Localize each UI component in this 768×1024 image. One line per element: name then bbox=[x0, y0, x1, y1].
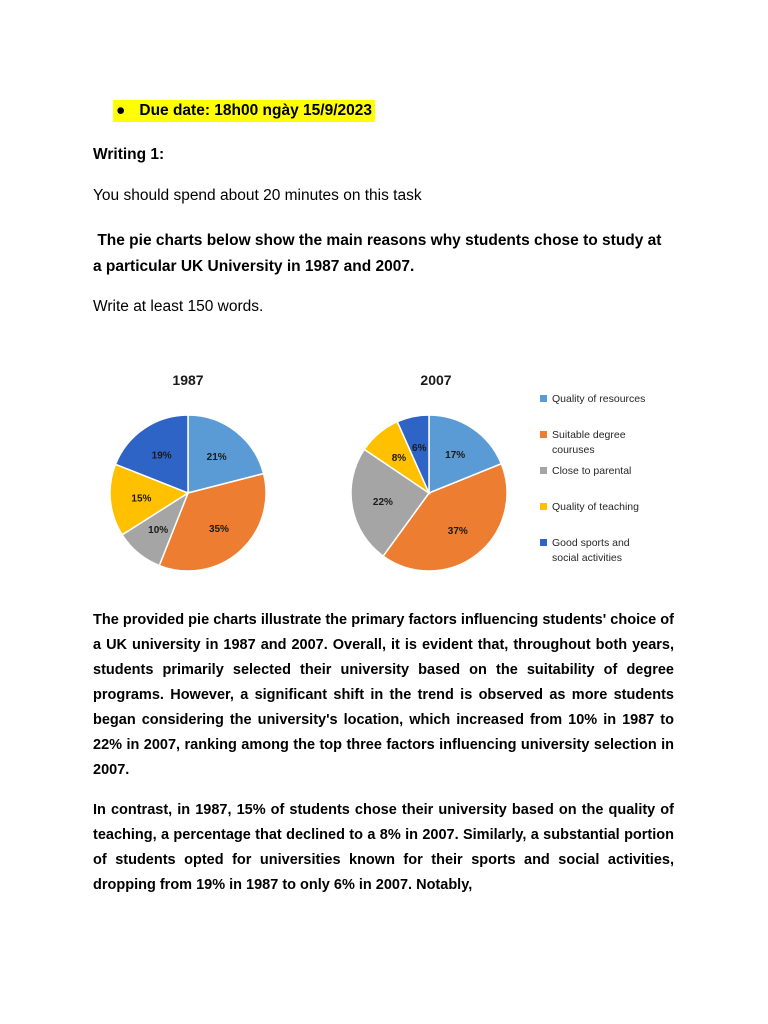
pie-label-1987-1: 35% bbox=[208, 524, 229, 536]
pie-2007 bbox=[351, 415, 507, 571]
legend-label-4-0: Good sports and bbox=[552, 537, 630, 549]
task-prompt bbox=[93, 228, 673, 280]
legend-swatch-4 bbox=[540, 539, 547, 546]
essay-paragraph-2: In contrast, in 1987, 15% of students chose their university based on the quality of teaching, a percentage that declined to a 8% in 2007. Similarly, a substantial portion of students opted for universities known for their sports and social activities, dropping from 19% in 1987 to only 6% in 2007. Notably, bbox=[93, 802, 674, 893]
pie-label-1987-3: 15% bbox=[131, 493, 152, 505]
legend-label-1-0: Suitable degree bbox=[552, 429, 626, 441]
legend-label-4-1: social activities bbox=[552, 552, 623, 564]
task-heading: Writing 1: bbox=[93, 146, 165, 163]
legend-label-1-1: couruses bbox=[552, 444, 595, 456]
legend-swatch-1 bbox=[540, 431, 547, 438]
task-prompt-text: The pie charts below show the main reasons why students chose to study at a particular UK University in 1987 and 2007. bbox=[93, 232, 662, 275]
legend-swatch-0 bbox=[540, 395, 547, 402]
time-note: You should spend about 20 minutes on this task bbox=[93, 187, 422, 204]
bullet-icon: ● bbox=[116, 102, 126, 119]
pie-label-2007-1: 37% bbox=[447, 525, 468, 537]
essay-paragraph-1: The provided pie charts illustrate the primary factors influencing students' choice of a UK university in 1987 and 2007. Overall, it is evident that, throughout both years, students primarily selected their university based on the suitability of degree programs. However, a significant shift in the trend is observed as more students began considering the university's location, which increased from 10% in 1987 to 22% in 2007, ranking among the top three factors influencing university selection in 2007. bbox=[93, 612, 674, 778]
legend-label-2-0: Close to parental bbox=[552, 465, 632, 477]
legend-label-3-0: Quality of teaching bbox=[552, 501, 639, 513]
due-date-banner bbox=[113, 100, 375, 122]
chart-legend bbox=[540, 393, 645, 564]
legend-swatch-2 bbox=[540, 467, 547, 474]
pie-1987 bbox=[110, 415, 266, 571]
legend-label-0-0: Quality of resources bbox=[552, 393, 646, 405]
pie-label-1987-4: 19% bbox=[151, 450, 172, 462]
legend-swatch-3 bbox=[540, 503, 547, 510]
pie-title-1987: 1987 bbox=[172, 372, 204, 388]
pie-charts-figure bbox=[92, 362, 682, 582]
pie-label-1987-2: 10% bbox=[148, 525, 169, 537]
pie-label-1987-0: 21% bbox=[206, 452, 227, 464]
due-date-text: Due date: 18h00 ngày 15/9/2023 bbox=[139, 102, 372, 119]
pie-label-2007-3: 8% bbox=[391, 453, 407, 465]
pie-label-2007-4: 6% bbox=[412, 443, 427, 455]
pie-label-2007-2: 22% bbox=[372, 497, 393, 509]
pie-label-2007-0: 17% bbox=[445, 450, 466, 462]
pie-title-2007: 2007 bbox=[420, 372, 452, 388]
word-count-note: Write at least 150 words. bbox=[93, 298, 264, 315]
